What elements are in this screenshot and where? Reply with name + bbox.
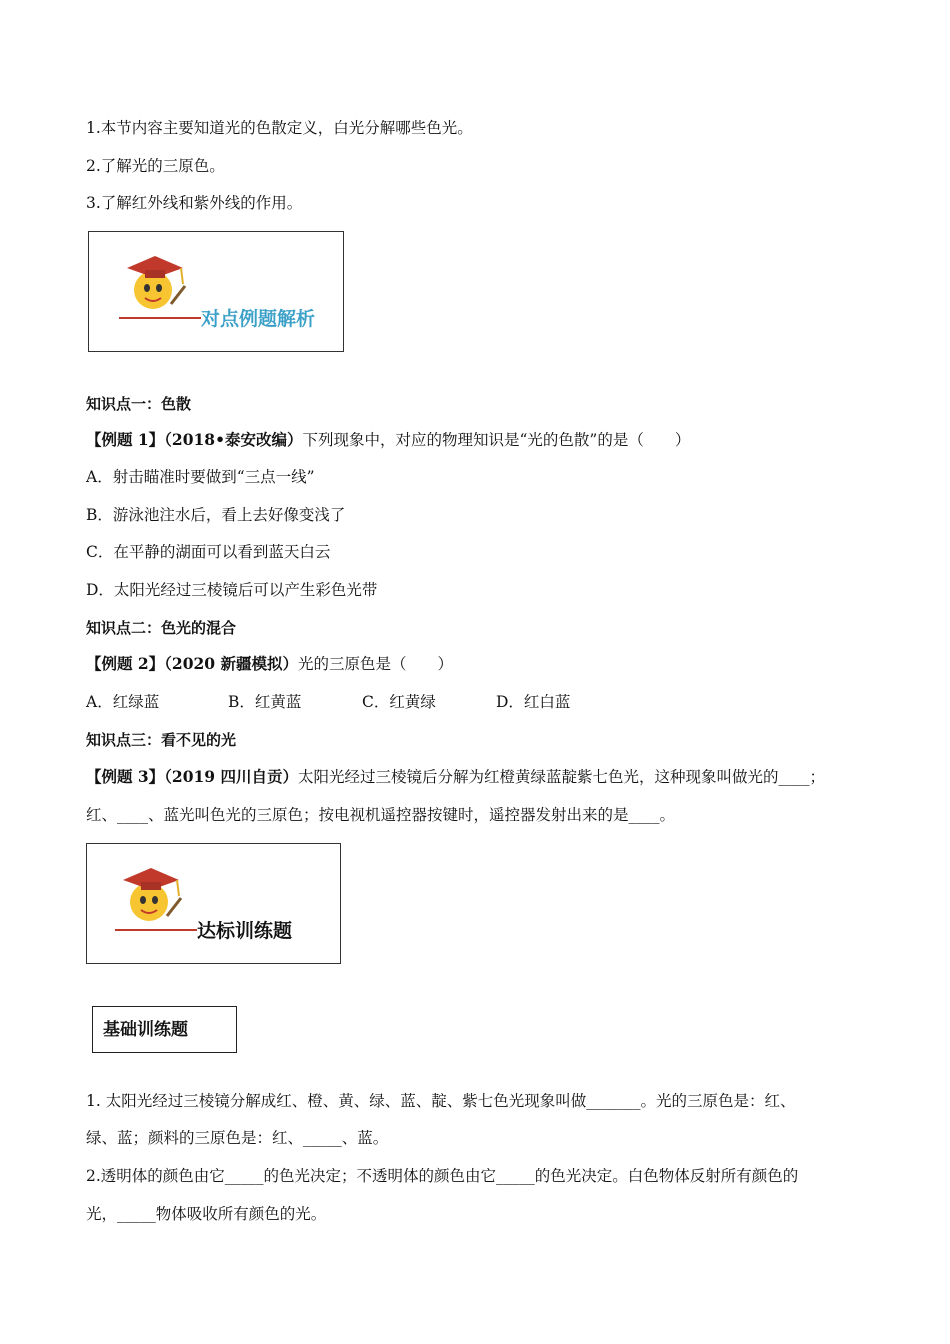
banner-rule: [119, 317, 201, 319]
kp1-heading: 知识点一：色散: [86, 395, 192, 413]
example-tag: 【例题 2】（2020 新疆模拟）: [86, 654, 298, 673]
kp1-option-b: B．游泳池注水后，看上去好像变浅了: [86, 506, 346, 524]
kp2-option-c: C．红黄绿: [362, 693, 436, 711]
kp3-heading: 知识点三：看不见的光: [86, 731, 237, 749]
banner-title: 达标训练题: [197, 920, 293, 942]
banner-rule: [115, 929, 197, 931]
kp2-question-line: [86, 654, 453, 674]
question-text: 下列现象中，对应的物理知识是“光的色散”的是（ ）: [302, 431, 691, 449]
objective-3: 3.了解红外线和紫外线的作用。: [86, 194, 303, 212]
kp3-question-line: [86, 767, 825, 787]
kp1-option-a: A．射击瞄准时要做到“三点一线”: [86, 468, 315, 486]
graduate-mascot-icon: [115, 246, 195, 316]
graduate-mascot-icon: [111, 858, 191, 928]
kp1-option-c: C．在平静的湖面可以看到蓝天白云: [86, 543, 331, 561]
example-tag: 【例题 3】（2019 四川自贡）: [86, 767, 298, 786]
kp1-question-line: [86, 430, 690, 450]
kp2-option-a: A．红绿蓝: [86, 693, 160, 711]
banner-title: 对点例题解析: [201, 308, 316, 330]
question-text: 光的三原色是（ ）: [297, 655, 453, 673]
exercise-1-line-1: 1. 太阳光经过三棱镜分解成红、橙、黄、绿、蓝、靛、紫七色光现象叫做_______。光的三原色是：红、: [86, 1092, 796, 1110]
objective-1: 1.本节内容主要知道光的色散定义，白光分解哪些色光。: [86, 119, 473, 137]
kp2-heading: 知识点二：色光的混合: [86, 619, 237, 637]
kp2-option-d: D．红白蓝: [496, 693, 571, 711]
kp2-option-b: B．红黄蓝: [228, 693, 302, 711]
section-title-box: [92, 1006, 237, 1053]
kp3-question-line-2: 红、____、蓝光叫色光的三原色；按电视机遥控器按键时，遥控器发射出来的是____。: [86, 806, 676, 824]
banner-training: [86, 843, 341, 964]
question-text: 太阳光经过三棱镜后分解为红橙黄绿蓝靛紫七色光，这种现象叫做光的____；: [297, 768, 825, 786]
exercise-2-line-2: 光，_____物体吸收所有颜色的光。: [86, 1205, 327, 1223]
exercise-1-line-2: 绿、蓝；颜料的三原色是：红、_____、蓝。: [86, 1129, 389, 1147]
exercise-2-line-1: 2.透明体的颜色由它_____的色光决定；不透明体的颜色由它_____的色光决定。白色物体反射所有颜色的: [86, 1167, 799, 1185]
kp1-option-d: D．太阳光经过三棱镜后可以产生彩色光带: [86, 581, 378, 599]
objective-2: 2.了解光的三原色。: [86, 157, 225, 175]
section-title: 基础训练题: [103, 1020, 188, 1040]
example-tag: 【例题 1】（2018•泰安改编）: [86, 430, 303, 449]
banner-example-analysis: [88, 231, 344, 352]
kp2-options: [86, 692, 570, 712]
